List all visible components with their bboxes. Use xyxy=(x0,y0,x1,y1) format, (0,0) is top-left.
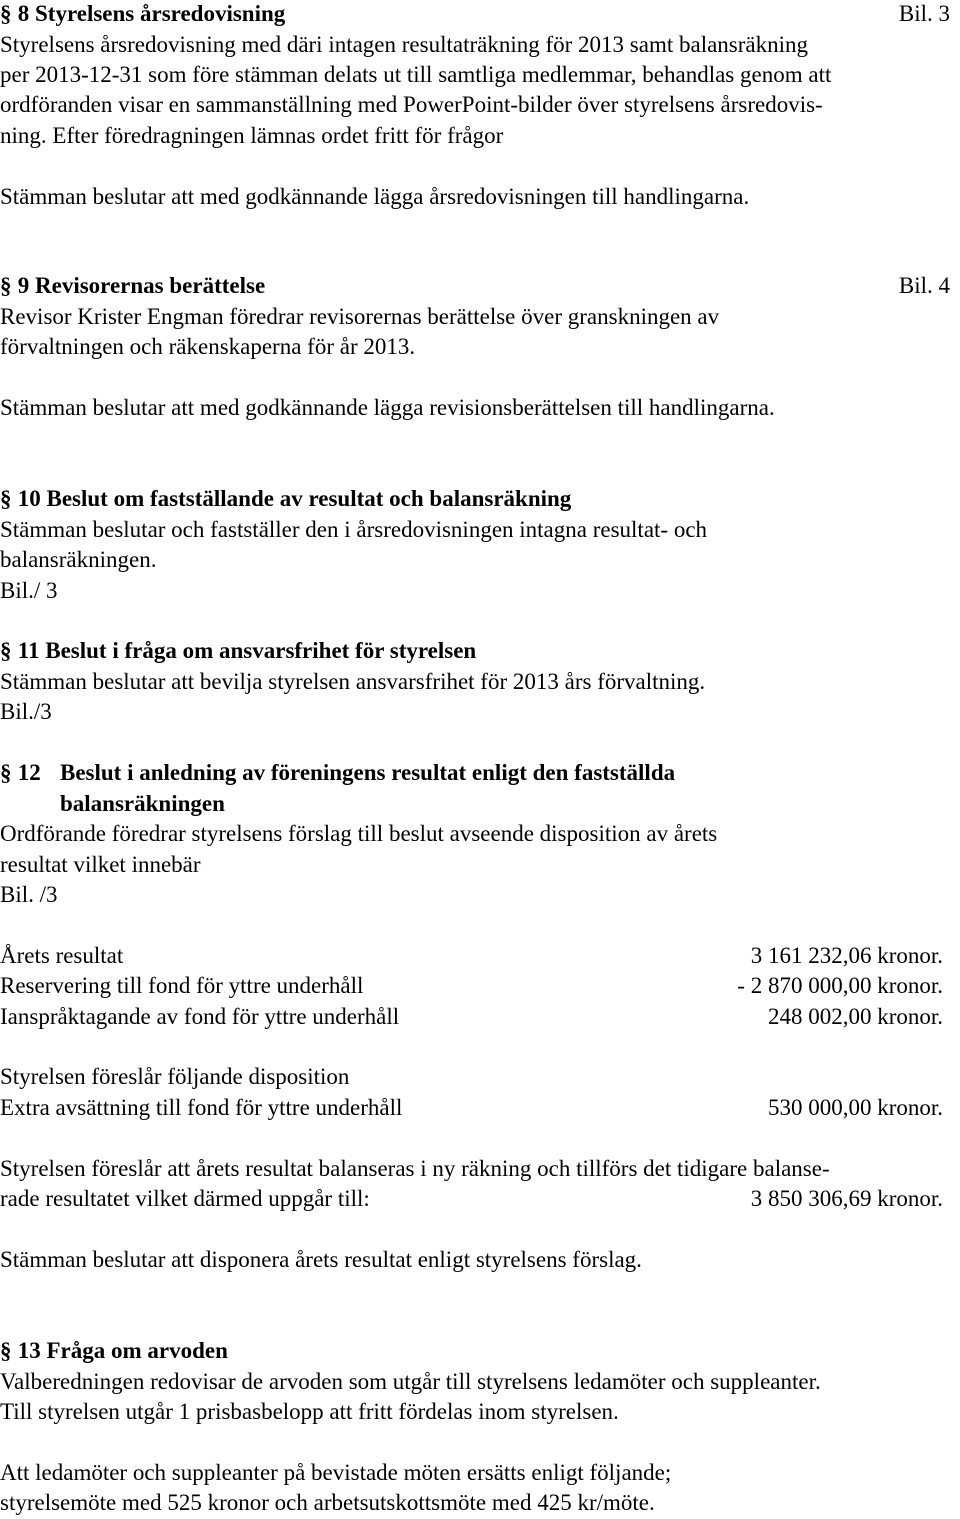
section-8-decision: Stämman beslutar att med godkännande lägga årsredovisningen till handlingarna. xyxy=(0,184,750,209)
section-8-text-line: Styrelsens årsredovisning med däri intagen resultaträkning för 2013 samt balansräkning xyxy=(0,32,808,57)
paragraph-mark: § xyxy=(0,638,12,663)
result-row-amount: - 2 870 000,00 kronor. xyxy=(737,973,943,998)
section-9-title: 9 Revisorernas berättelse xyxy=(17,273,266,298)
section-9-text-line: förvaltningen och räkenskaperna för år 2013. xyxy=(0,334,416,359)
result-row-amount: 3 161 232,06 kronor. xyxy=(750,943,943,968)
section-13-text-line: Till styrelsen utgår 1 prisbasbelopp att fritt fördelas inom styrelsen. xyxy=(0,1399,619,1424)
result-row-label: Ianspråktagande av fond för yttre underhåll xyxy=(0,1004,400,1029)
section-10-title: 10 Beslut om fastställande av resultat och balansräkning xyxy=(17,486,572,511)
section-12-number: 12 xyxy=(17,760,41,785)
paragraph-mark: § xyxy=(0,486,12,511)
proposal-row-label: Extra avsättning till fond för yttre underhåll xyxy=(0,1095,403,1120)
section-12-text-line: Ordförande föredrar styrelsens förslag till beslut avseende disposition av årets xyxy=(0,821,718,846)
section-9-text-line: Revisor Krister Engman föredrar revisorernas berättelse över granskningen av xyxy=(0,304,720,329)
paragraph-mark: § xyxy=(0,1338,12,1363)
section-10-text-line: balansräkningen. xyxy=(0,547,157,572)
section-12-decision: Stämman beslutar att disponera årets resultat enligt styrelsens förslag. xyxy=(0,1247,642,1272)
paragraph-mark: § xyxy=(0,760,12,785)
section-12-heading xyxy=(0,758,41,789)
section-9-attachment-ref: Bil. 4 xyxy=(898,273,950,298)
section-9-heading xyxy=(0,271,265,302)
section-12-attachment-ref: Bil. /3 xyxy=(0,882,58,907)
proposal-row-amount: 530 000,00 kronor. xyxy=(767,1095,943,1120)
section-13-text-line: Att ledamöter och suppleanter på bevistade möten ersätts enligt följande; xyxy=(0,1460,672,1485)
section-10-heading xyxy=(0,484,571,515)
section-11-attachment-ref: Bil./3 xyxy=(0,699,52,724)
balance-text-line: Styrelsen föreslår att årets resultat balanseras i ny räkning och tillförs det tidigare balanse- xyxy=(0,1156,830,1181)
section-12-text-line: resultat vilket innebär xyxy=(0,852,201,877)
section-11-heading xyxy=(0,636,476,667)
section-8-heading xyxy=(0,0,285,30)
balance-amount: 3 850 306,69 kronor. xyxy=(750,1186,943,1211)
section-12-title-line: Beslut i anledning av föreningens resultat enligt den fastställda xyxy=(60,760,676,785)
section-10-attachment-ref: Bil./ 3 xyxy=(0,578,58,603)
result-row-label: Reservering till fond för yttre underhåll xyxy=(0,973,364,998)
paragraph-mark: § xyxy=(0,273,12,298)
result-row-amount: 248 002,00 kronor. xyxy=(767,1004,943,1029)
result-row-label: Årets resultat xyxy=(0,943,124,968)
section-13-text-line: styrelsemöte med 525 kronor och arbetsutskottsmöte med 425 kr/möte. xyxy=(0,1490,655,1515)
section-13-heading xyxy=(0,1336,228,1367)
section-13-text-line: Valberedningen redovisar de arvoden som utgår till styrelsens ledamöter och suppleanter. xyxy=(0,1369,821,1394)
section-8-text-line: ning. Efter föredragningen lämnas ordet fritt för frågor xyxy=(0,123,504,148)
section-11-text-line: Stämman beslutar att bevilja styrelsen ansvarsfrihet för 2013 års förvaltning. xyxy=(0,669,706,694)
section-11-title: 11 Beslut i fråga om ansvarsfrihet för styrelsen xyxy=(17,638,477,663)
balance-text-line: rade resultatet vilket därmed uppgår till: xyxy=(0,1186,370,1211)
section-8-text-line: ordföranden visar en sammanställning med PowerPoint-bilder över styrelsens årsredovis- xyxy=(0,92,823,117)
section-8-title: 8 Styrelsens årsredovisning xyxy=(17,1,286,26)
section-13-title: 13 Fråga om arvoden xyxy=(17,1338,228,1363)
section-8-text-line: per 2013-12-31 som före stämman delats ut till samtliga medlemmar, behandlas genom att xyxy=(0,62,832,87)
section-12-title-line: balansräkningen xyxy=(60,791,225,816)
section-8-attachment-ref: Bil. 3 xyxy=(898,1,950,26)
proposal-intro: Styrelsen föreslår följande disposition xyxy=(0,1064,350,1089)
section-10-text-line: Stämman beslutar och fastställer den i årsredovisningen intagna resultat- och xyxy=(0,517,708,542)
paragraph-mark: § xyxy=(0,1,12,26)
section-9-decision: Stämman beslutar att med godkännande lägga revisionsberättelsen till handlingarna. xyxy=(0,395,775,420)
